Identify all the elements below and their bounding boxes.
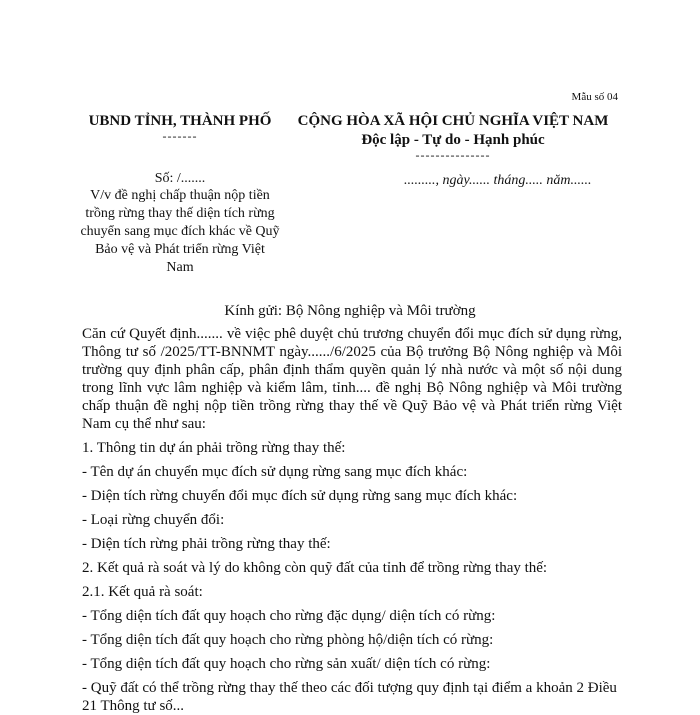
form-number: Mẫu số 04	[571, 91, 618, 103]
document-subject: V/v đề nghị chấp thuận nộp tiền trồng rừng thay thế diện tích rừng chuyển sang mục đích khác về Quỹ Bảo vệ và Phát triển rừng Việt Nam	[80, 188, 280, 275]
body-line: - Tổng diện tích đất quy hoạch cho rừng phòng hộ/diện tích có rừng:	[82, 632, 494, 648]
body-line: - Quỹ đất có thể trồng rừng thay thế theo các đối tượng quy định tại điểm a khoản 2 Điều 21 Thông tư số...	[82, 680, 617, 714]
body-line: - Diện tích rừng chuyển đổi mục đích sử dụng rừng sang mục đích khác:	[82, 488, 518, 504]
body-line: 1. Thông tin dự án phải trồng rừng thay thế:	[82, 440, 346, 456]
body-line: - Tổng diện tích đất quy hoạch cho rừng đặc dụng/ diện tích có rừng:	[82, 608, 496, 624]
body-line: - Tên dự án chuyển mục đích sử dụng rừng sang mục đích khác:	[82, 464, 468, 480]
right-separator: ---------------	[415, 148, 491, 162]
document-number: Số: /.......	[154, 171, 206, 186]
document-body	[82, 325, 622, 715]
body-line: - Diện tích rừng phải trồng rừng thay thế:	[82, 536, 331, 552]
recipient-line: Kính gửi: Bộ Nông nghiệp và Môi trường	[224, 303, 476, 319]
body-line: 2. Kết quả rà soát và lý do không còn quỹ đất của tỉnh để trồng rừng thay thế:	[82, 560, 548, 576]
national-motto: Độc lập - Tự do - Hạnh phúc	[361, 132, 545, 148]
date-line: ........., ngày...... tháng..... năm......	[404, 173, 592, 188]
body-line: - Loại rừng chuyển đổi:	[82, 512, 225, 528]
left-header	[80, 112, 280, 141]
right-header	[283, 112, 623, 160]
republic-name: CỘNG HÒA XÃ HỘI CHỦ NGHĨA VIỆT NAM	[297, 113, 609, 129]
intro-paragraph: Căn cứ Quyết định....... về việc phê duyệt chủ trương chuyển đổi mục đích sử dụng rừng, Thông tư số /2025/TT-BNNMT ngày....../6/2025 của Bộ trưởng Bộ Nông nghiệp và Môi trường quy định phân cấp, phân định thẩm quyền quản lý nhà nước và một số nội dung trong lĩnh vực lâm nghiệp và kiểm lâm, tỉnh.... đề nghị Bộ Nông nghiệp và Môi trường chấp thuận đề nghị nộp tiền trồng rừng thay thế về Quỹ Bảo vệ và Phát triển rừng Việt Nam cụ thể như sau:	[82, 326, 622, 432]
body-line: - Tổng diện tích đất quy hoạch cho rừng sản xuất/ diện tích có rừng:	[82, 656, 491, 672]
authority-name: UBND TỈNH, THÀNH PHỐ	[88, 113, 272, 129]
left-separator: -------	[162, 129, 198, 143]
body-line: 2.1. Kết quả rà soát:	[82, 584, 203, 600]
